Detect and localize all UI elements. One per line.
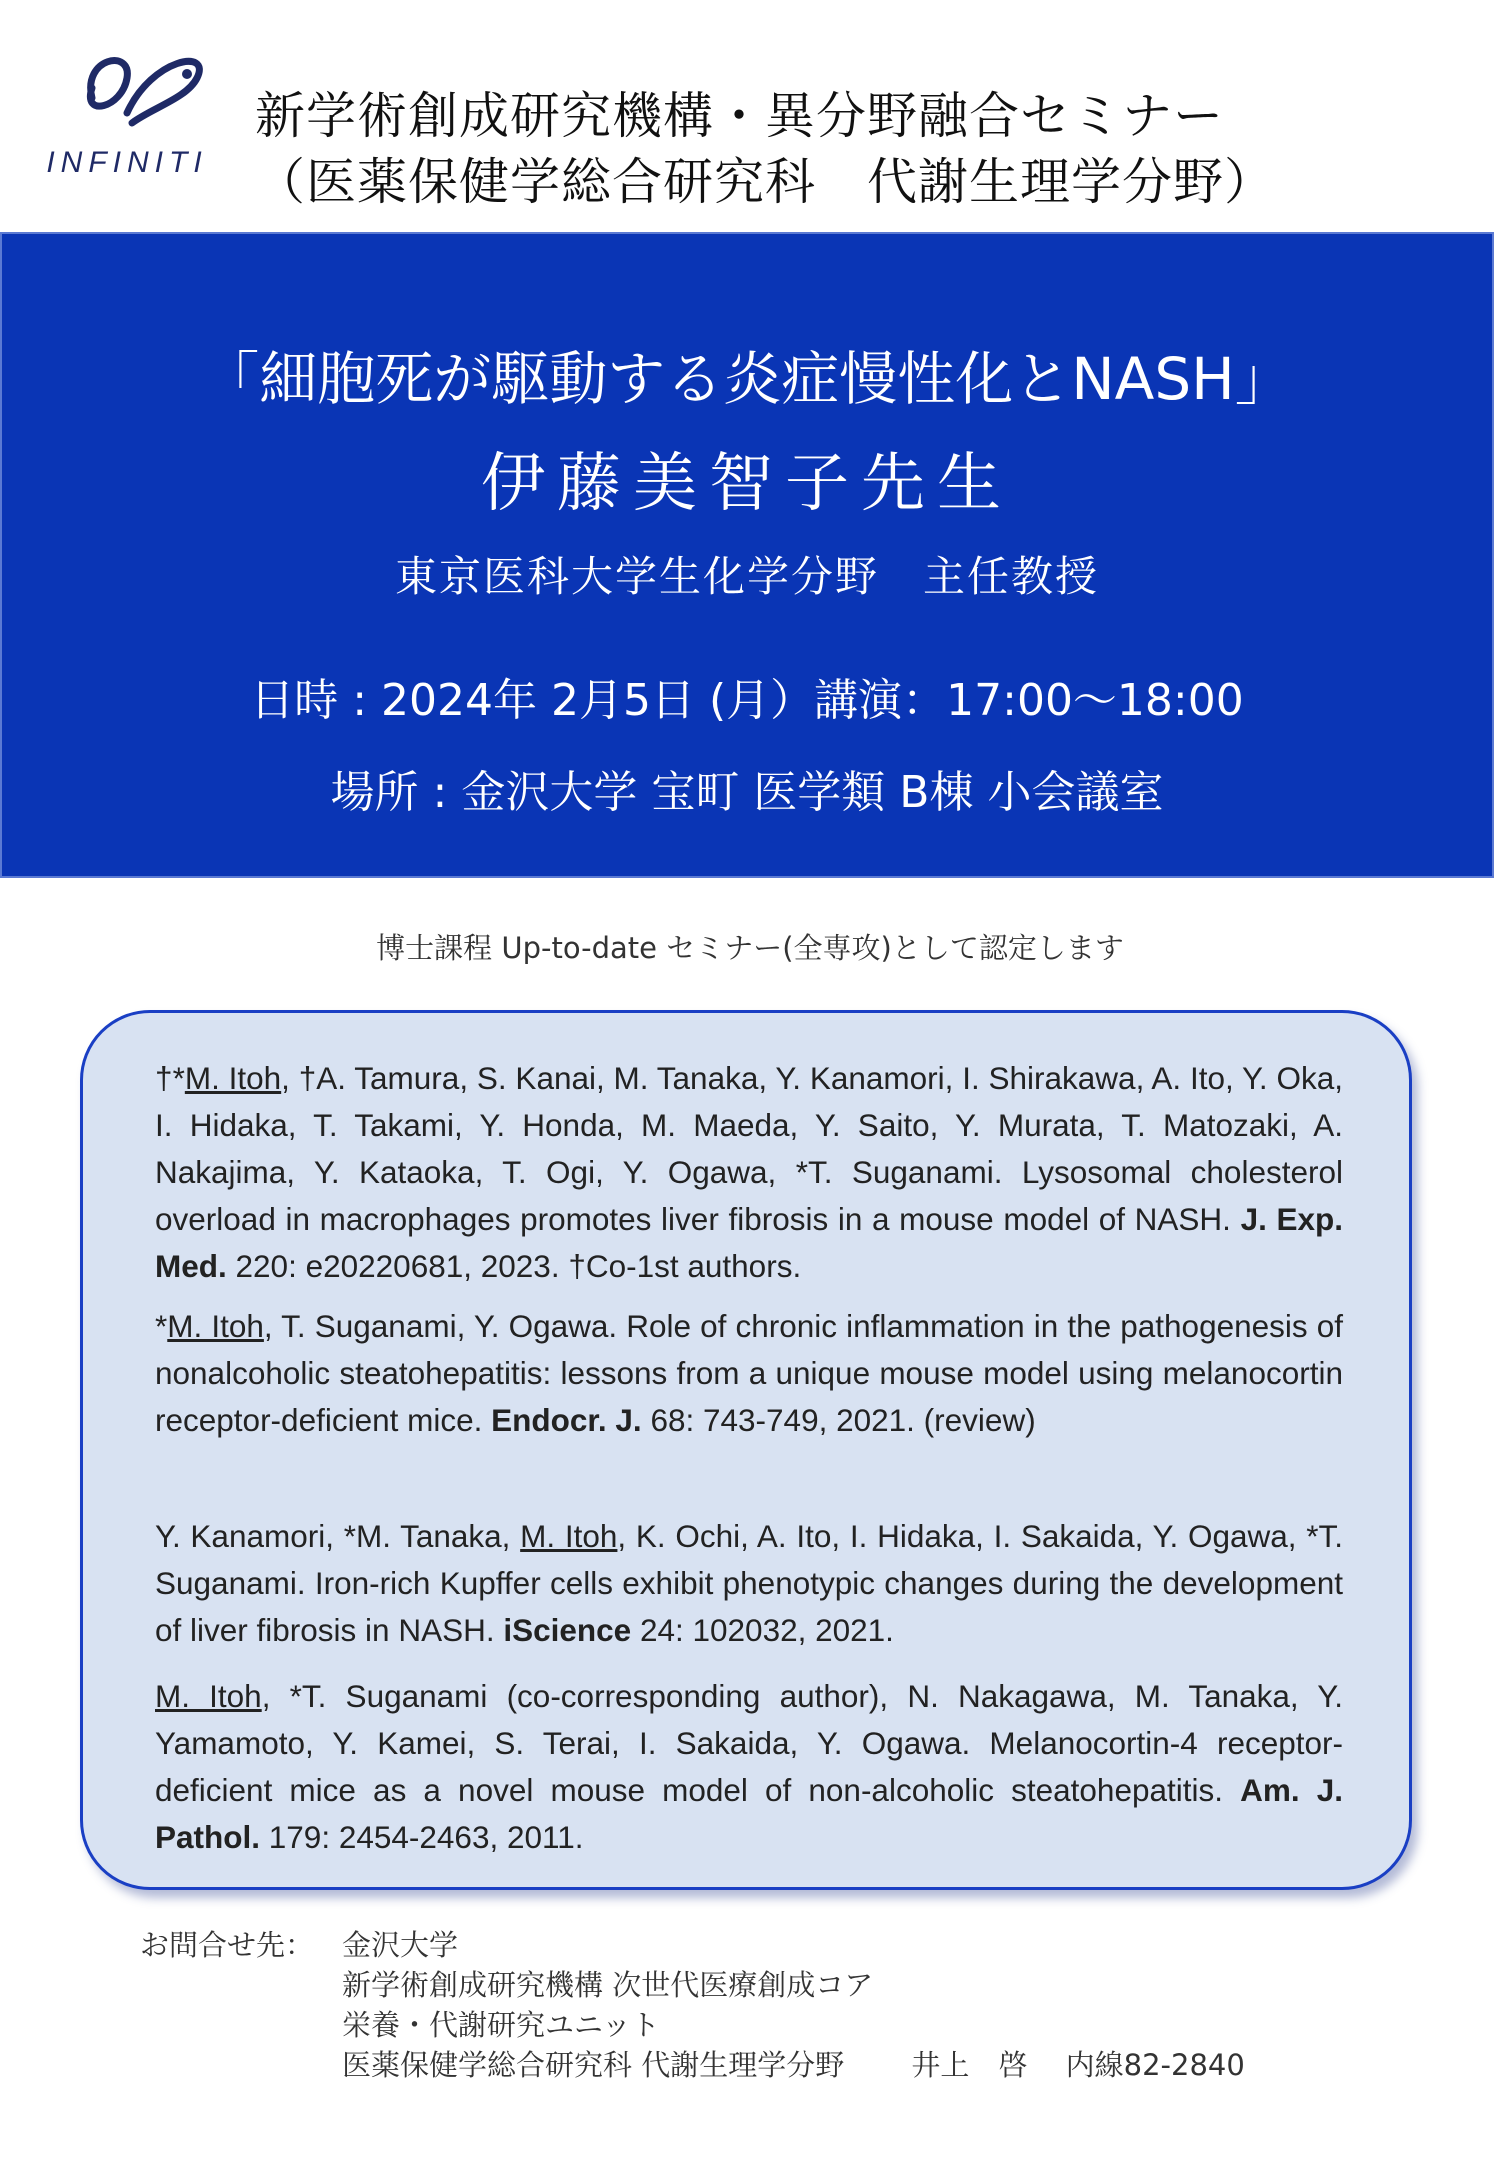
reference-item xyxy=(155,1673,1343,1861)
ref-author-underlined: M. Itoh xyxy=(155,1678,262,1714)
logo-text: INFINITI xyxy=(46,146,208,179)
ref-tail: 68: 743-749, 2021. (review) xyxy=(641,1402,1036,1438)
ref-text: , *T. Suganami (co-corresponding author), N. Nakagawa, M. Tanaka, Y. Yamamoto, Y. Kamei, S. Terai, I. Sakaida, Y. Ogawa. Melanocortin-4 receptor-deficient mice as a novel mouse model of non-alcoholic steatohepatitis. xyxy=(155,1678,1343,1808)
ref-tail: 24: 102032, 2021. xyxy=(631,1612,894,1648)
logo-symbol-icon xyxy=(22,38,232,148)
header-title: 新学術創成研究機構・異分野融合セミナー xyxy=(255,87,1224,145)
references-box xyxy=(80,1010,1412,1890)
speaker-affiliation: 東京医科大学生化学分野 主任教授 xyxy=(394,552,1099,601)
contact-line: 栄養・代謝研究ユニット xyxy=(342,2008,660,2042)
ref-author-underlined: M. Itoh xyxy=(520,1518,618,1554)
reference-item xyxy=(155,1513,1343,1654)
ref-journal: Endocr. J. xyxy=(491,1402,642,1438)
header-subtitle: （医薬保健学総合研究科 代謝生理学分野） xyxy=(255,153,1275,211)
ref-author-underlined: M. Itoh xyxy=(184,1060,282,1096)
contact-line: 金沢大学 xyxy=(342,1928,459,1962)
reference-item xyxy=(155,1055,1343,1290)
ref-journal: J. Exp. Med. xyxy=(155,1201,1344,1284)
infiniti-logo xyxy=(22,38,232,178)
event-place: 場所 : 金沢大学 宝町 医学類 B棟 小会議室 xyxy=(330,767,1164,818)
ref-journal: Am. J. Pathol. xyxy=(155,1772,1343,1855)
event-datetime: 日時 : 2024年 2月5日 (月）講演：17:00～18:00 xyxy=(250,675,1244,726)
reference-item xyxy=(155,1303,1343,1444)
ref-journal: iScience xyxy=(503,1612,632,1648)
ref-tail: 220: e20220681, 2023. †Co-1st authors. xyxy=(226,1248,802,1284)
contact-label: お問合せ先： xyxy=(140,1928,315,1962)
seminar-title: 「細胞死が駆動する炎症慢性化とNASH」 xyxy=(201,345,1293,413)
contact-line: 新学術創成研究機構 次世代医療創成コア xyxy=(342,1968,874,2002)
event-banner xyxy=(0,232,1494,878)
ref-prefix: Y. Kanamori, *M. Tanaka, xyxy=(155,1518,521,1554)
speaker-name: 伊藤美智子先生 xyxy=(481,447,1013,521)
ref-prefix: * xyxy=(155,1308,168,1344)
ref-prefix: †* xyxy=(155,1060,185,1096)
credit-notice: 博士課程 Up-to-date セミナー(全専攻)として認定します xyxy=(376,931,1124,965)
ref-tail: 179: 2454-2463, 2011. xyxy=(260,1819,584,1855)
contact-line: 医薬保健学総合研究科 代謝生理学分野 井上 啓 内線82-2840 xyxy=(342,2048,1245,2082)
ref-text: , T. Suganami, Y. Ogawa. Role of chronic inflammation in the pathogenesis of nonalcoholic steatohepatitis: lessons from a unique mouse model using melanocortin receptor-deficient mice. xyxy=(155,1308,1343,1438)
ref-text: , K. Ochi, A. Ito, I. Hidaka, I. Sakaida, Y. Ogawa, *T. Suganami. Iron-rich Kupffer cells exhibit phenotypic changes during the development of liver fibrosis in NASH. xyxy=(155,1518,1344,1648)
ref-author-underlined: M. Itoh xyxy=(167,1308,264,1344)
ref-text: , †A. Tamura, S. Kanai, M. Tanaka, Y. Kanamori, I. Shirakawa, A. Ito, Y. Oka, I. Hidaka, T. Takami, Y. Honda, M. Maeda, Y. Saito, Y. Murata, T. Matozaki, A. Nakajima, Y. Kataoka, T. Ogi, Y. Ogawa, *T. Suganami. Lysosomal cholesterol overload in macrophages promotes liver fibrosis in a mouse model of NASH. xyxy=(155,1060,1343,1237)
